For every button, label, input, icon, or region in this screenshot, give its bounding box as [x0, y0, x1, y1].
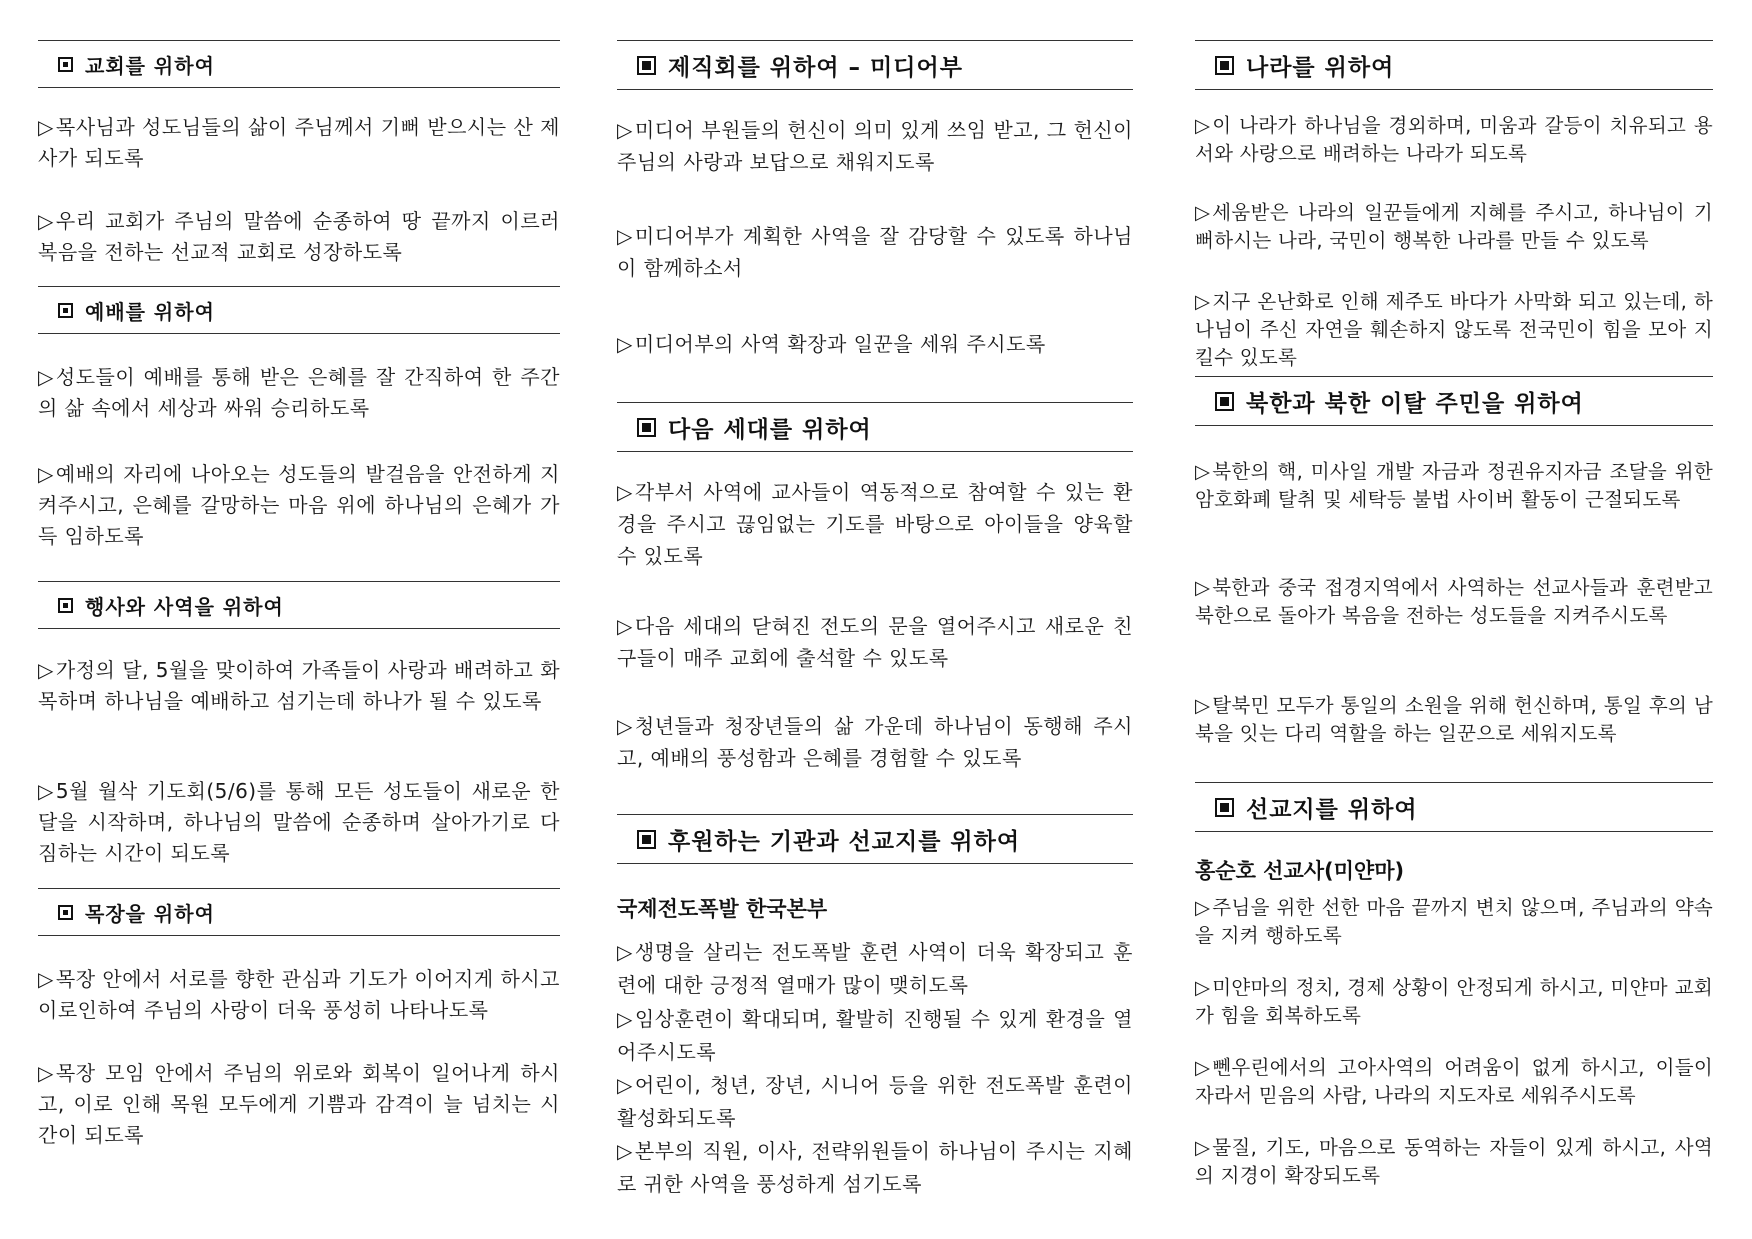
- triangle-bullet-icon: ▷: [38, 779, 54, 803]
- triangle-bullet-icon: ▷: [1195, 290, 1211, 313]
- section-title: 목장을 위하여: [85, 901, 215, 926]
- section-marker-icon: [1215, 392, 1234, 411]
- prayer-item: ▷ 예배의 자리에 나아오는 성도들의 발걸음을 안전하게 지켜주시고, 은혜를 갈망하는 마음 위에 하나님의 은혜가 가득 임하도록: [38, 459, 560, 552]
- triangle-bullet-icon: ▷: [1195, 576, 1211, 599]
- prayer-item: ▷ 뻰우린에서의 고아사역의 어려움이 없게 하시고, 이들이 자라서 믿음의 사람, 나라의 지도자로 세워주시도록: [1195, 1056, 1713, 1107]
- section-header-church: [38, 40, 560, 88]
- prayer-item: ▷ 미디어부의 사역 확장과 일꾼을 세워 주시도록: [617, 328, 1133, 360]
- triangle-bullet-icon: ▷: [1195, 1056, 1211, 1079]
- section-title: 교회를 위하여: [85, 53, 215, 78]
- section-title: 북한과 북한 이탈 주민을 위하여: [1246, 390, 1584, 417]
- prayer-item: ▷ 우리 교회가 주님의 말씀에 순종하여 땅 끝까지 이르러 복음을 전하는 선교적 교회로 성장하도록: [38, 206, 560, 268]
- prayer-item: ▷ 청년들과 청장년들의 삶 가운데 하나님이 동행해 주시고, 예배의 풍성함과 은혜를 경험할 수 있도록: [617, 710, 1133, 774]
- prayer-item: ▷ 목사님과 성도님들의 삶이 주님께서 기뻐 받으시는 산 제사가 되도록: [38, 112, 560, 174]
- triangle-bullet-icon: ▷: [617, 224, 633, 248]
- prayer-item: ▷ 주님을 위한 선한 마음 끝까지 변치 않으며, 주님과의 약속을 지켜 행하도록: [1195, 896, 1713, 947]
- section-header-nation: [1195, 40, 1713, 90]
- section-title: 선교지를 위하여: [1246, 796, 1418, 823]
- section-title: 나라를 위하여: [1246, 54, 1395, 81]
- triangle-bullet-icon: ▷: [1195, 694, 1211, 717]
- prayer-item: ▷ 가정의 달, 5월을 맞이하여 가족들이 사랑과 배려하고 화목하며 하나님을 예배하고 섬기는데 하나가 될 수 있도록: [38, 655, 560, 717]
- triangle-bullet-icon: ▷: [1195, 896, 1211, 919]
- section-header-worship: [38, 286, 560, 334]
- section-marker-icon: [637, 418, 656, 437]
- prayer-item: ▷ 지구 온난화로 인해 제주도 바다가 사막화 되고 있는데, 하나님이 주신 자연을 훼손하지 않도록 전국민이 힘을 모아 지킬수 있도록: [1195, 290, 1713, 369]
- section-header-supported-missions: [617, 814, 1133, 864]
- prayer-item: ▷ 다음 세대의 닫혀진 전도의 문을 열어주시고 새로운 친구들이 매주 교회에 출석할 수 있도록: [617, 610, 1133, 674]
- triangle-bullet-icon: ▷: [38, 365, 54, 389]
- triangle-bullet-icon: ▷: [617, 332, 633, 356]
- prayer-item: ▷ 어린이, 청년, 장년, 시니어 등을 위한 전도폭발 훈련이 활성화되도록: [617, 1069, 1133, 1135]
- triangle-bullet-icon: ▷: [38, 1061, 54, 1085]
- section-marker-icon: [58, 303, 73, 318]
- prayer-item: ▷ 목장 모임 안에서 주님의 위로와 회복이 일어나게 하시고, 이로 인해 목원 모두에게 기쁨과 감격이 늘 넘치는 시간이 되도록: [38, 1058, 560, 1151]
- triangle-bullet-icon: ▷: [617, 118, 633, 142]
- section-header-events: [38, 581, 560, 629]
- triangle-bullet-icon: ▷: [38, 209, 54, 233]
- triangle-bullet-icon: ▷: [1195, 460, 1211, 483]
- triangle-bullet-icon: ▷: [1195, 114, 1211, 137]
- prayer-item: ▷ 5월 월삭 기도회(5/6)를 통해 모든 성도들이 새로운 한달을 시작하며, 하나님의 말씀에 순종하며 살아가기로 다짐하는 시간이 되도록: [38, 776, 560, 869]
- prayer-item: ▷ 목장 안에서 서로를 향한 관심과 기도가 이어지게 하시고 이로인하여 주님의 사랑이 더욱 풍성히 나타나도록: [38, 964, 560, 1026]
- section-marker-icon: [58, 905, 73, 920]
- organization-name: 국제전도폭발 한국본부: [617, 897, 828, 921]
- section-header-mission-field: [1195, 782, 1713, 832]
- triangle-bullet-icon: ▷: [1195, 201, 1211, 224]
- section-title: 다음 세대를 위하여: [668, 416, 872, 443]
- prayer-item: ▷ 미얀마의 정치, 경제 상황이 안정되게 하시고, 미얀마 교회가 힘을 회복하도록: [1195, 976, 1713, 1027]
- triangle-bullet-icon: ▷: [38, 462, 54, 486]
- triangle-bullet-icon: ▷: [1195, 976, 1211, 999]
- prayer-item: ▷ 미디어부가 계획한 사역을 잘 감당할 수 있도록 하나님이 함께하소서: [617, 220, 1133, 284]
- prayer-item: ▷ 임상훈련이 확대되며, 활발히 진행될 수 있게 환경을 열어주시도록: [617, 1003, 1133, 1069]
- triangle-bullet-icon: ▷: [617, 940, 633, 964]
- prayer-item: ▷ 물질, 기도, 마음으로 동역하는 자들이 있게 하시고, 사역의 지경이 확장되도록: [1195, 1136, 1713, 1187]
- section-marker-icon: [1215, 56, 1234, 75]
- section-header-next-generation: [617, 402, 1133, 452]
- section-marker-icon: [58, 598, 73, 613]
- triangle-bullet-icon: ▷: [1195, 1136, 1211, 1159]
- section-marker-icon: [58, 57, 73, 72]
- triangle-bullet-icon: ▷: [38, 115, 54, 139]
- prayer-item: ▷ 미디어 부원들의 헌신이 의미 있게 쓰임 받고, 그 헌신이 주님의 사랑과 보답으로 채워지도록: [617, 114, 1133, 178]
- triangle-bullet-icon: ▷: [617, 1073, 633, 1097]
- prayer-item: ▷ 북한과 중국 접경지역에서 사역하는 선교사들과 훈련받고 북한으로 돌아가 복음을 전하는 성도들을 지켜주시도록: [1195, 576, 1713, 627]
- triangle-bullet-icon: ▷: [38, 967, 54, 991]
- prayer-item: ▷ 북한의 핵, 미사일 개발 자금과 정권유지자금 조달을 위한 암호화폐 탈취 및 세탁등 불법 사이버 활동이 근절되도록: [1195, 460, 1713, 511]
- prayer-item: ▷ 각부서 사역에 교사들이 역동적으로 참여할 수 있는 환경을 주시고 끊임없는 기도를 바탕으로 아이들을 양육할 수 있도록: [617, 476, 1133, 572]
- section-header-north-korea: [1195, 376, 1713, 426]
- prayer-item: ▷ 탈북민 모두가 통일의 소원을 위해 헌신하며, 통일 후의 남북을 잇는 다리 역할을 하는 일꾼으로 세워지도록: [1195, 694, 1713, 745]
- section-marker-icon: [637, 830, 656, 849]
- section-header-media: [617, 40, 1133, 90]
- section-title: 예배를 위하여: [85, 299, 215, 324]
- prayer-item: ▷ 이 나라가 하나님을 경외하며, 미움과 갈등이 치유되고 용서와 사랑으로 배려하는 나라가 되도록: [1195, 114, 1713, 165]
- triangle-bullet-icon: ▷: [617, 1139, 633, 1163]
- section-title: 행사와 사역을 위하여: [85, 594, 284, 619]
- prayer-item: ▷ 성도들이 예배를 통해 받은 은혜를 잘 간직하여 한 주간의 삶 속에서 세상과 싸워 승리하도록: [38, 362, 560, 424]
- prayer-item: ▷ 세움받은 나라의 일꾼들에게 지혜를 주시고, 하나님이 기뻐하시는 나라, 국민이 행복한 나라를 만들 수 있도록: [1195, 201, 1713, 252]
- section-marker-icon: [637, 56, 656, 75]
- triangle-bullet-icon: ▷: [617, 714, 633, 738]
- section-title: 후원하는 기관과 선교지를 위하여: [668, 828, 1021, 855]
- section-marker-icon: [1215, 798, 1234, 817]
- section-title: 제직회를 위하여 – 미디어부: [668, 54, 963, 81]
- missionary-name: 홍순호 선교사(미얀마): [1195, 859, 1405, 883]
- prayer-item: ▷ 본부의 직원, 이사, 전략위원들이 하나님이 주시는 지혜로 귀한 사역을 풍성하게 섬기도록: [617, 1135, 1133, 1201]
- triangle-bullet-icon: ▷: [38, 658, 54, 682]
- prayer-item: ▷ 생명을 살리는 전도폭발 훈련 사역이 더욱 확장되고 훈련에 대한 긍정적 열매가 많이 맺히도록: [617, 936, 1133, 1002]
- section-header-cell-group: [38, 888, 560, 936]
- triangle-bullet-icon: ▷: [617, 1007, 633, 1031]
- triangle-bullet-icon: ▷: [617, 480, 633, 504]
- triangle-bullet-icon: ▷: [617, 614, 633, 638]
